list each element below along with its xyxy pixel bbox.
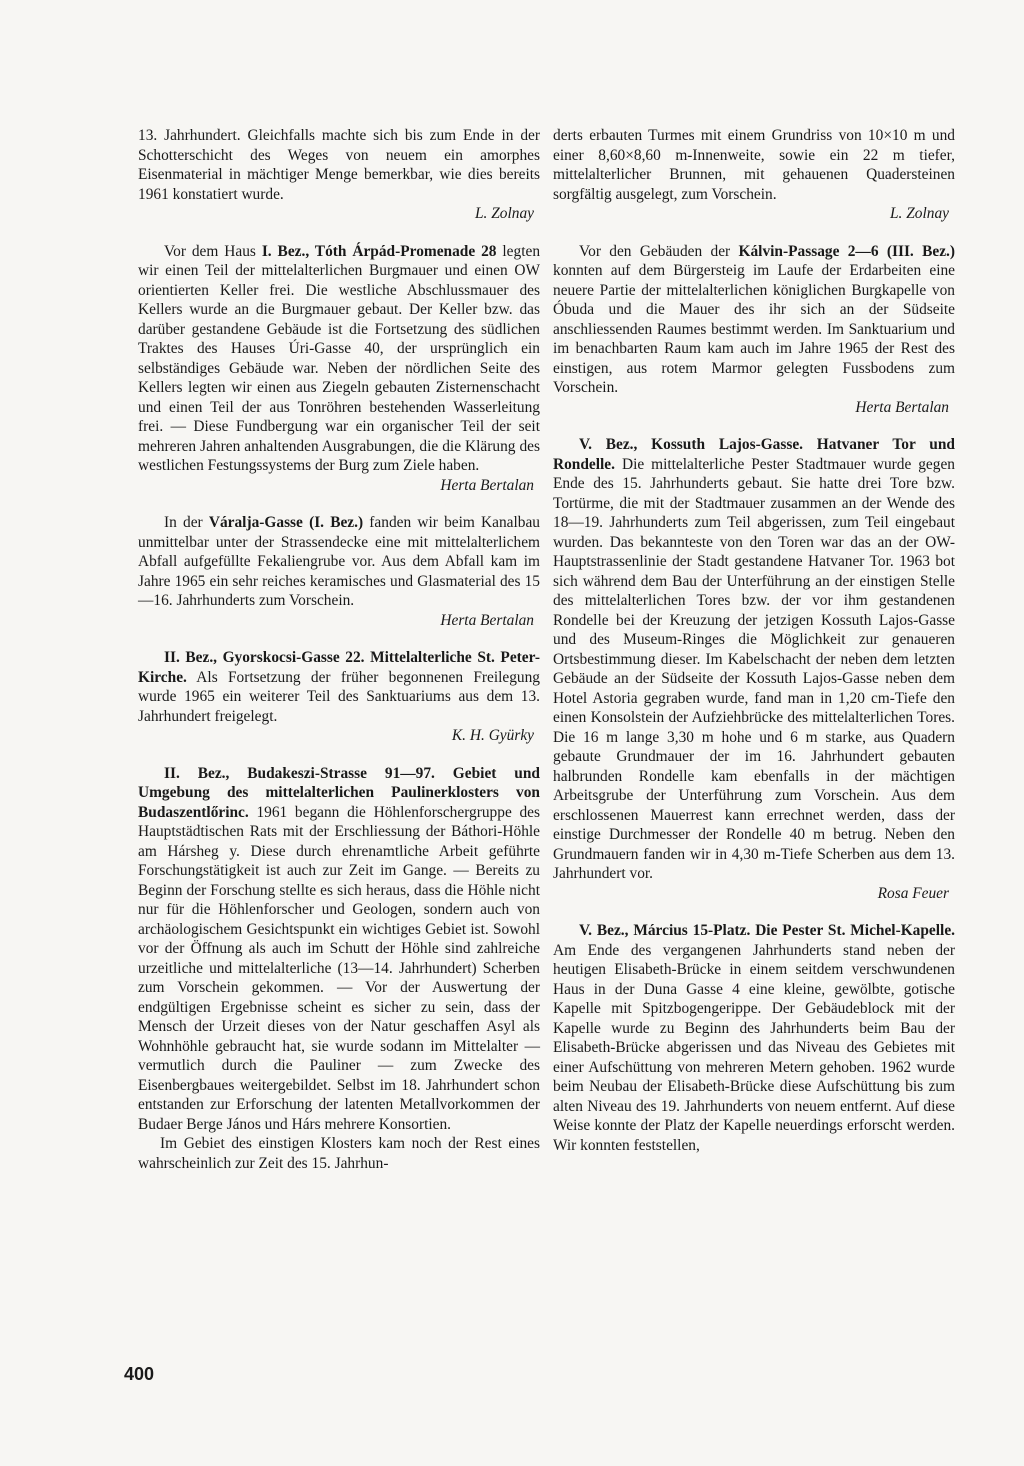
paragraph	[553, 126, 955, 204]
paragraph-text: legten wir einen Teil der mittelalterlichen Burgmauer und einen OW orientierten Keller frei. Die westliche Abschlussmauer des Kellers wurde an die Burgmauer gebaut. Der Keller bzw. das darüber gestandene Gebäude ist die Fortsetzung des südlichen Traktes des Hauses Úri-Gasse 40, der ursprünglich ein selbständiges Gebäude war. Neben der nördlichen Seite des Kellers legten wir einen aus Ziegeln gebauten Zisternenschacht und einen Teil der aus Tonröhren bestehenden Wasserleitung frei. — Diese Fundbergung war ein organischer Teil der seit mehreren Jahren anhaltenden Ausgrabungen, die die Klärung des westlichen Festungssystems der Burg zum Ziele haben.	[138, 242, 541, 474]
author-signature: L. Zolnay	[889, 205, 949, 222]
author-signature: Herta Bertalan	[440, 611, 534, 629]
paragraph-text: Am Ende des vergangenen Jahrhunderts stand neben der heutigen Elisabeth-Brücke in einem seitdem verschwundenen Haus in der Duna Gasse 4 eine kleine, gewölbte, gotische Kapelle mit Spitzbogengerippe. Der Gebäudeblock mit der Kapelle wurde zu Beginn des Jahrhunderts beim Bau der Elisabeth-Brücke abgerissen und das Niveau des Gebietes mit einer Aufschüttung von mehreren Metern gehoben. 1962 wurde beim Neubau der Elisabeth-Brücke diese Aufschüttung bis zum alten Niveau des 19. Jahrhunderts von neuem entfernt. Auf diese Weise konnte der Platz der Kapelle neuerdings erforscht werden. Wir konnten feststellen,	[553, 941, 955, 1154]
left-column	[138, 126, 540, 1173]
paragraph	[138, 126, 540, 204]
paragraph-text: derts erbauten Turmes mit einem Grundriss von 10×10 m und einer 8,60×8,60 m-Innenweite, sowie ein 22 m tiefer, mittelalterlicher Brunnen, mit gehauenen Quadersteinen sorgfältig ausgelegt, zum Vorschein.	[553, 127, 955, 203]
author-signature: Herta Bertalan	[855, 398, 949, 416]
entry-heading: Váralja-Gasse (I. Bez.)	[208, 514, 364, 531]
right-column	[553, 126, 955, 1155]
paragraph-text: Die mittelalterliche Pester Stadtmauer wurde gegen Ende des 15. Jahrhunderts gebaut. Sie hatte drei Tore bzw. Tortürme, die mit der Stadtmauer zusammen an der Wende des 18—19. Jahrhunderts zum Teil abgerissen, zum Teil eingebaut wurden. Das bekannteste von den Toren war das an der OW-Hauptstrassenlinie der Stadt gestandene Hatvaner Tor. 1963 bot sich während dem Bau der Unterführung an der einstigen Stelle des mittelalterlichen Tores bzw. der vor ihm gestandenen Rondelle bei der Kreuzung der jetzigen Kossuth Lajos-Gasse und des Museum-Ringes die Möglichkeit zur genaueren Ortsbestimmung dieser. Im Kabelschacht der neben dem letzten Gebäude an der Südseite der Kossuth Lajos-Gasse neben dem Hotel Astoria gegraben wurde, fand man in 1,20 cm-Tiefe den einen Konsolstein der Aufziehbrücke des mittelalterlichen Tores. Die 16 m lange 3,30 m hohe und 6 m starke, aus Quadern gebaute Grundmauer der im 16. Jahrhundert gebauten halbrunden Rondelle kam ebenfalls in der mächtigen Arbeitsgrube der Unterführung zum Vorschein. Aus dem erschlossenen Mauerrest kann errechnet werden, dass der einstige Durchmesser der Rondelle 40 m betrug. Neben den Grundmauern fanden wir in 4,30 m-Tiefe Scherben aus dem 13. Jahrhundert vor.	[553, 455, 955, 882]
paragraph-text: Im Gebiet des einstigen Klosters kam noch der Rest eines wahrscheinlich zur Zeit des 15. Jahrhun-	[138, 1135, 540, 1172]
entry-heading: II. Bez., Gyorskocsi-Gasse 22. Mittelalterliche St. Peter-Kirche.	[138, 649, 540, 686]
paragraph	[553, 921, 955, 1155]
entry-heading: V. Bez., Március 15-Platz. Die Pester St. Michel-Kapelle.	[579, 922, 955, 939]
paragraph	[138, 242, 540, 476]
paragraph-lead: In der	[164, 514, 209, 531]
paragraph-text: Als Fortsetzung der früher begonnenen Freilegung wurde 1965 ein weiterer Teil des Sanktuariums aus dem 13. Jahrhundert freigelegt.	[138, 668, 540, 725]
entry-heading: Kálvin-Passage 2—6 (III. Bez.)	[738, 242, 956, 260]
paragraph-lead: Vor dem Haus	[164, 242, 262, 260]
entry-heading: V. Bez., Kossuth Lajos-Gasse. Hatvaner Tor und Rondelle.	[553, 436, 955, 473]
paragraph	[138, 513, 540, 611]
paragraph-text: 1961 begann die Höhlenforschergruppe des Hauptstädtischen Rats mit der Erschliessung der Báthori-Höhle am Hársheg y. Diese durch ehrenamtliche Arbeit geführte Forschungstätigkeit ist auch zur Zeit im Gange. — Bereits zu Beginn der Forschung stellte es sich heraus, dass die Höhle nicht nur für die Höhlenforscher und Geologen, sondern auch von archäologischem Gesichtspunkt ein wichtiges Gebiet ist. Sowohl vor der Öffnung als auch im Schutt der Höhle sind zahlreiche urzeitliche und mittelalterliche (13—14. Jahrhundert) Scherben zum Vorschein gekommen. — Vor der Auswertung der endgültigen Ergebnisse scheint es sicher zu sein, dass der Mensch der Urzeit dieses von der Natur geschaffen Asyl als Wohnhöhle gebraucht hat, sie wurde sodann im Mittelalter — vermutlich durch die Pauliner — zum Zwecke des Eisenbergbaues weitergebildet. Selbst im 18. Jahrhundert schon entstanden zur Erforschung der latenten Metallvorkommen der Budaer Berge János und Hárs mehrere Konsortien.	[138, 803, 540, 1133]
paragraph	[553, 242, 955, 398]
paragraph	[138, 1134, 540, 1173]
paragraph-text: 13. Jahrhundert. Gleichfalls machte sich bis zum Ende in der Schotterschicht des Weges von neuem ein amorphes Eisenmaterial in mächtiger Menge bemerkbar, wie dies bereits 1961 konstatiert wurde.	[138, 127, 540, 203]
paragraph-lead: Vor den Gebäuden der	[579, 242, 739, 260]
author-signature: Herta Bertalan	[440, 476, 534, 494]
paragraph-text: konnten auf dem Bürgersteig im Laufe der Erdarbeiten eine neuere Partie der mittelalterlichen königlichen Burgkapelle von Óbuda und die Mauer des ihr sich an der Südseite anschliessenden Raumes bestimmt werden. Im Sanktuarium und im benachbarten Raum kam auch im Jahre 1965 der Rest des einstigen, aus rotem Marmor gelegten Fussbodens zum Vorschein.	[553, 262, 955, 396]
entry-heading: I. Bez., Tóth Árpád-Promenade 28	[261, 242, 497, 260]
paragraph-text: fanden wir beim Kanalbau unmittelbar unter der Strassendecke eine mit mittelalterlichem Abfall aufgefüllte Fekaliengrube vor. Aus dem Abfall kam im Jahre 1965 ein sehr reiches keramisches und Glasmaterial des 15—16. Jahrhunderts zum Vorschein.	[138, 514, 540, 609]
author-signature: Rosa Feuer	[877, 884, 949, 902]
author-signature: L. Zolnay	[474, 205, 534, 222]
page-number: 400	[124, 1364, 155, 1384]
author-signature: K. H. Gyürky	[451, 727, 534, 744]
paragraph	[138, 648, 540, 726]
paragraph	[138, 764, 540, 1135]
paragraph	[553, 435, 955, 884]
entry-heading: II. Bez., Budakeszi-Strasse 91—97. Gebiet und Umgebung des mittelalterlichen Paulinerklosters von Budaszentlőrinc.	[138, 764, 540, 821]
